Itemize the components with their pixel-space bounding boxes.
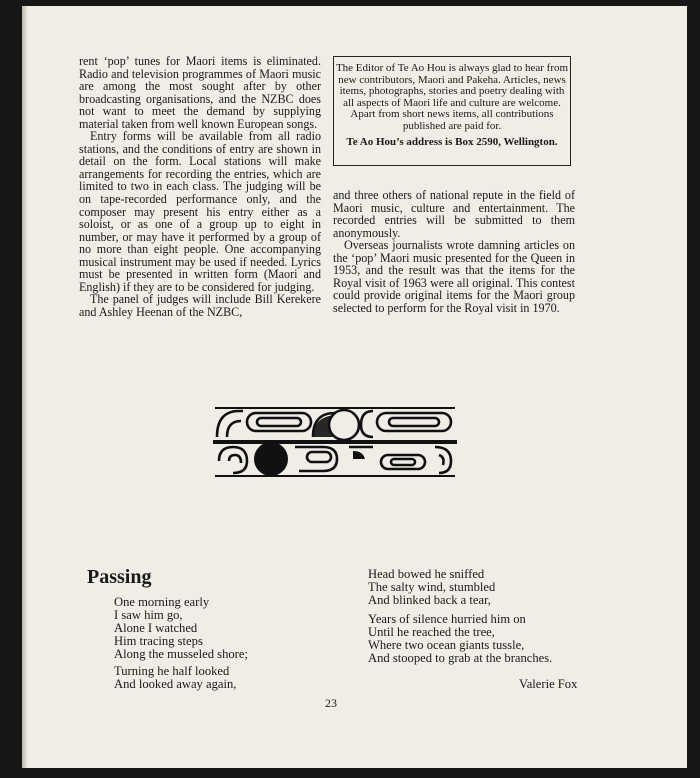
poem-line: Until he reached the tree, — [368, 625, 495, 640]
poem-line: Turning he half looked — [114, 664, 230, 678]
article-column-left — [79, 55, 321, 318]
poem-title: Passing — [87, 566, 152, 588]
poem-stanza — [114, 596, 248, 661]
article-paragraph: Entry forms will be available from all radio stations, and the conditions of entry are shown in detail on the form. Local stations will make arrangements for recording the entries, which are limited to two in each class. The judging will be on tape-recorded performance only, and the composer may present his entry either as a soloist, or as one of a group up to eight in number, or may have it performed by a group of no more than eight people. One accompanying musical instrument may be used if needed. Lyrics must be presented in written form (Maori and English) if they are to be considered for judging. — [79, 129, 321, 294]
poem-line: Head bowed he sniffed — [368, 567, 485, 581]
poem-stanza — [368, 568, 495, 607]
article-paragraph: Overseas journalists wrote damning articles on the ‘pop’ Maori music presented for the Queen in 1953, and the result was that the items for the Royal visit of 1963 were all original. This contest could provide original items for the Maori group selected to perform for the Royal visit in 1970. — [333, 238, 575, 315]
poem-line: And looked away again, — [114, 677, 237, 692]
poem-line: Him tracing steps — [114, 634, 203, 649]
notice-body: The Editor of Te Ao Hou is always glad to hear from new contributors, Maori and Pakeha. Articles, news items, photographs, stories and poetry dealing with all aspects of Maori life and culture are welcome. Apart from short news items, all contributions published are paid for. — [335, 62, 569, 132]
article-paragraph: and three others of national repute in the field of Maori music, culture and entertainment. The recorded entries will be submitted to them anonymously. — [333, 188, 575, 240]
poem-line: Along the musseled shore; — [114, 647, 248, 662]
article-column-right — [333, 189, 575, 314]
poem-author: Valerie Fox — [519, 677, 578, 691]
page-gutter-shadow — [22, 6, 28, 768]
poem-stanza — [114, 665, 236, 691]
poem-line: Where two ocean giants tussle, — [368, 638, 525, 653]
editor-notice-box — [333, 56, 571, 166]
poem-line: One morning early — [114, 595, 210, 609]
poem-line: Years of silence hurried him on — [368, 612, 526, 626]
poem-line: And blinked back a tear, — [368, 593, 491, 608]
poem-line: Alone I watched — [114, 621, 198, 636]
page-number: 23 — [325, 696, 337, 710]
kowhaiwhai-ornament — [213, 407, 457, 477]
poem-line: I saw him go, — [114, 608, 183, 623]
poem-line: The salty wind, stumbled — [368, 580, 496, 595]
article-paragraph: The panel of judges will include Bill Kerekere and Ashley Heenan of the NZBC, — [79, 292, 321, 319]
article-paragraph: rent ‘pop’ tunes for Maori items is eliminated. Radio and television programmes of Maori music are among the most sought after by other broadcasting organisations, and the NZBC does not want to meet the demand by supplying material taken from well known European songs. — [79, 54, 321, 131]
poem-stanza — [368, 613, 552, 665]
poem-line: And stooped to grab at the branches. — [368, 651, 553, 666]
notice-address: Te Ao Hou’s address is Box 2590, Wellington. — [346, 135, 558, 148]
